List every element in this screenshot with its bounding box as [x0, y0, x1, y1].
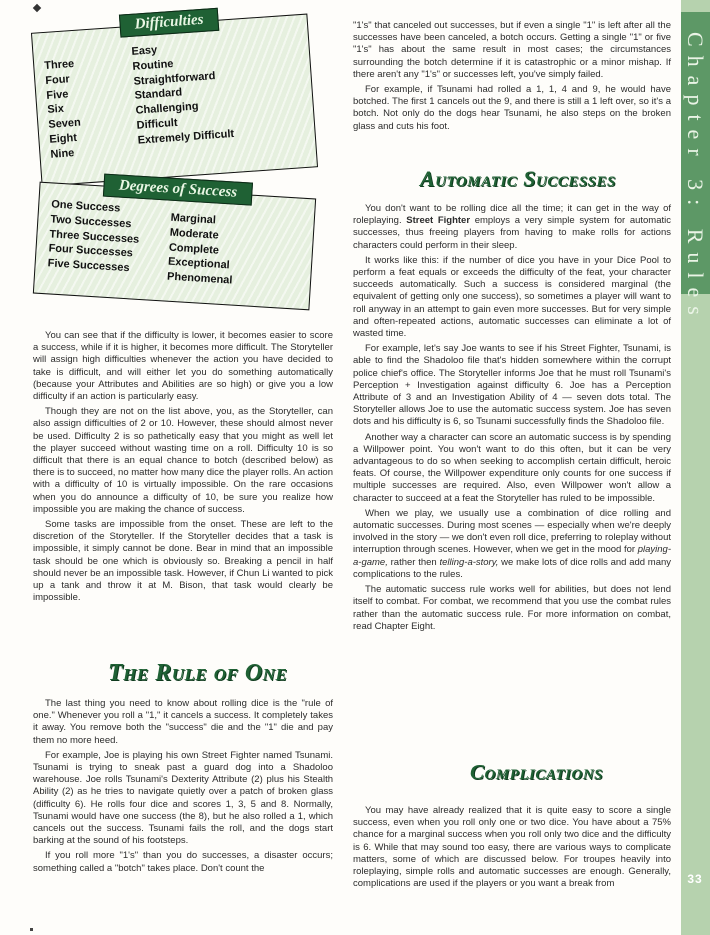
paragraph: It works like this: if the number of dice you have in your Dice Pool to perform a feat equals or exceeds the difficulty of the feat, your character succeeds automatically. Such a success is considered marginal (the equivalent of getting only one success), so sometimes a player will want to roll anyway in an attempt to gain even more successes. But for very simple and often-repeated actions, automatic successes can eliminate a lot of wasted time.: [353, 254, 671, 340]
difficulty-number: Seven: [48, 116, 82, 132]
right-top-text: [353, 20, 671, 136]
emphasis: telling-a-story,: [439, 556, 499, 568]
paragraph: If you roll more "1's" than you do successes, a disaster occurs; something called a "botch" takes place. Don't count the: [33, 850, 333, 874]
success-degree: Marginal: [170, 211, 217, 227]
footer-mark: [30, 928, 33, 931]
complications-text: [353, 805, 671, 893]
automatic-successes-heading: Automatic Successes: [420, 166, 616, 191]
paragraph: Though they are not on the list above, you, as the Storyteller, can also assign difficulties of 2 or 10. However, these should almost never be used. Difficulty 2 is so pathetically easy that you might as well let the player succeed without wasting time on a roll. Difficulty 10 is so difficult that there is an equal chance to botch (described below) as there is to succeed, no matter how many dice the player rolls. An action with a difficulty of 10 is virtually impossible. On the rare occasions when you do announce a difficulty of 10, be sure you realize how impossible you are making the chance of success.: [33, 406, 333, 515]
success-count: One Success: [50, 198, 121, 215]
paragraph: For example, Joe is playing his own Street Fighter named Tsunami. Tsunami is trying to sneak past a guard dog into a Shadoloo warehouse. Joe rolls Tsunami's Dexterity Attribute (2) plus his Stealth Ability (2) as he tries to navigate quietly over a patch of broken glass (difficulty 6). He rolls four dice and scores 1, 3, 5 and 8. Normally, Tsunami would have one success (the 8), but he also rolled a 1, which cancels out the success. Tsunami fails the roll, and the dogs start barking at the sound of his footsteps.: [33, 749, 333, 847]
complications-heading: Complications: [470, 760, 604, 784]
difficulty-level: Standard: [134, 86, 183, 103]
difficulty-number: Eight: [49, 131, 78, 146]
corner-mark: [33, 4, 41, 12]
difficulty-level: Extremely Difficult: [137, 127, 235, 147]
success-counts: [47, 197, 141, 276]
difficulties-title: Difficulties: [119, 8, 219, 38]
success-degree: Exceptional: [167, 256, 231, 272]
paragraph: You may have already realized that it is quite easy to score a single success, even when you roll only one or two dice. You have about a 75% chance for a marginal success when you roll only two dice and the difficulty is 6. While that may sound too easy, there are various ways to complicate matters, some of which are discussed below. For troupes heavily into roleplaying, simple rolls and automatic successes are enough. Generally, complications are used if the players or you want a break from: [353, 805, 671, 890]
difficulty-level: Easy: [131, 44, 158, 58]
paragraph: "1's" that canceled out successes, but if even a single "1" is left after all the successes have been canceled, a botch occurs. Getting a single "1" or five "1's" has about the same result in most cases; the circumstances surrounding the botch determine if it is catastrophic or a minor mishap. If there aren't any "1's" or successes left, you've simply failed.: [353, 20, 671, 80]
difficulty-level: Difficult: [136, 116, 178, 132]
chapter-tab: [681, 0, 710, 935]
success-degree: Moderate: [169, 226, 219, 242]
page-number: 33: [687, 872, 703, 886]
difficulty-number: Four: [44, 73, 71, 87]
paragraph: [353, 203, 671, 252]
difficulties-table: [31, 11, 318, 187]
left-column-text: [33, 330, 333, 607]
success-count: Three Successes: [49, 227, 140, 246]
success-count: Two Successes: [50, 213, 132, 231]
difficulty-number: Six: [46, 103, 65, 117]
difficulty-number: Three: [43, 57, 75, 72]
difficulty-number: Nine: [50, 146, 75, 161]
paragraph: The automatic success rule works well for abilities, but does not lend itself to combat. For combat, we recommend that you use the combat rules rather than the automatic success rule. For more information on combat, read Chapter Eight.: [353, 584, 671, 632]
text-run: rather then: [390, 556, 437, 568]
degrees-title: Degrees of Success: [103, 174, 252, 206]
text-run: employs a very simple system for automatic successes, thus freeing players from having to make rolls for actions characters could perform in their sleep.: [353, 215, 672, 251]
text-run: we make lots of dice rolls and add many complications to the rules.: [353, 556, 672, 580]
paragraph: For example, let's say Joe wants to see if his Street Fighter, Tsunami, is able to find the Shadoloo file that's hidden somewhere within the corrupt police chief's office. The Storyteller informs Joe that he must roll Tsunami's Perception + Investigation against difficulty 6. Joe has a Perception Attribute of 3 and an Investigation Ability of 4 — seven dots total. The Storyteller allows Joe to use the automatic success system. Joe has seven dots and his difficulty is 6, so Tsunami successfully finds the Shadoloo file.: [353, 343, 671, 428]
success-degree: Complete: [168, 241, 220, 257]
difficulty-level: Routine: [132, 57, 174, 73]
text-run: When we play, we usually use a combination of dice rolling and automatic successes. During most scenes — especially when we're deeply involved in the story — we don't even roll dice, preferring to roleplay without interruption through scenes. However, when we get in the mood for: [353, 507, 671, 556]
degrees-of-success-table: [33, 177, 316, 311]
chapter-label: Chapter 3: Rules: [683, 32, 708, 324]
paragraph: You can see that if the difficulty is lower, it becomes easier to score a success, while if it is higher, it becomes more difficult. The Storyteller will assign high difficulties whenever the action you have decided to take is difficult, and will either let you do something automatically (because your Attributes and Abilities are so high) or give you a low difficulty if an action is particularly easy.: [33, 330, 333, 403]
difficulty-level: Straightforward: [133, 69, 216, 88]
difficulty-number: Five: [45, 87, 69, 102]
emphasis: playing-a-game,: [353, 544, 672, 568]
chapter-tab-bar: [681, 12, 710, 324]
paragraph: Another way a character can score an automatic success is by spending a Willpower point. You won't want to do this often, but it can be very advantageous to do so when seeking to accomplish certain difficult, heroic feats. Of course, the Willpower expenditure only counts for one success if multiple successes are required. Also, even Willpower won't allow a character to succeed at a feat the Storyteller has ruled to be impossible.: [353, 431, 671, 504]
difficulty-numbers: [44, 57, 84, 163]
success-count: Five Successes: [47, 257, 130, 275]
paragraph: For example, if Tsunami had rolled a 1, 1, 4 and 9, he would have botched. The first 1 cancels out the 9, and there is still a 1 left over, so it's a botch. Not only do the dogs hear Tsunami, he also steps on the broken glass and cuts his foot.: [353, 84, 671, 132]
paragraph: Some tasks are impossible from the onset. These are left to the discretion of the Storyteller. If the Storyteller decides that a task is impossible, it simply cannot be done. Bear in mind that an impossible task should be one which is obviously so. Breaking a pencil in half should never be an impossible task. However, if Chun Li wanted to pick up a tank and throw it at M. Bison, that task would clearly be impossible.: [33, 519, 333, 604]
success-count: Four Successes: [48, 242, 134, 260]
rule-of-one-text: [33, 698, 333, 878]
automatic-successes-text: [353, 203, 671, 636]
paragraph: The last thing you need to know about rolling dice is the "rule of one." Whenever you roll a "1," it cancels a success. It completely takes it away. You remove both the "success" die and the "1" die and pay them no more heed.: [33, 698, 333, 746]
rule-of-one-heading: The Rule of One: [108, 660, 288, 686]
game-title: Street Fighter: [406, 215, 471, 227]
difficulty-level: Challenging: [135, 100, 199, 117]
success-degrees: [167, 211, 237, 289]
difficulty-levels: [131, 38, 235, 148]
paragraph: [353, 508, 671, 581]
success-degree: Phenomenal: [166, 270, 233, 287]
text-run: You don't want to be rolling dice all the time; it can get in the way of roleplaying.: [353, 203, 671, 227]
